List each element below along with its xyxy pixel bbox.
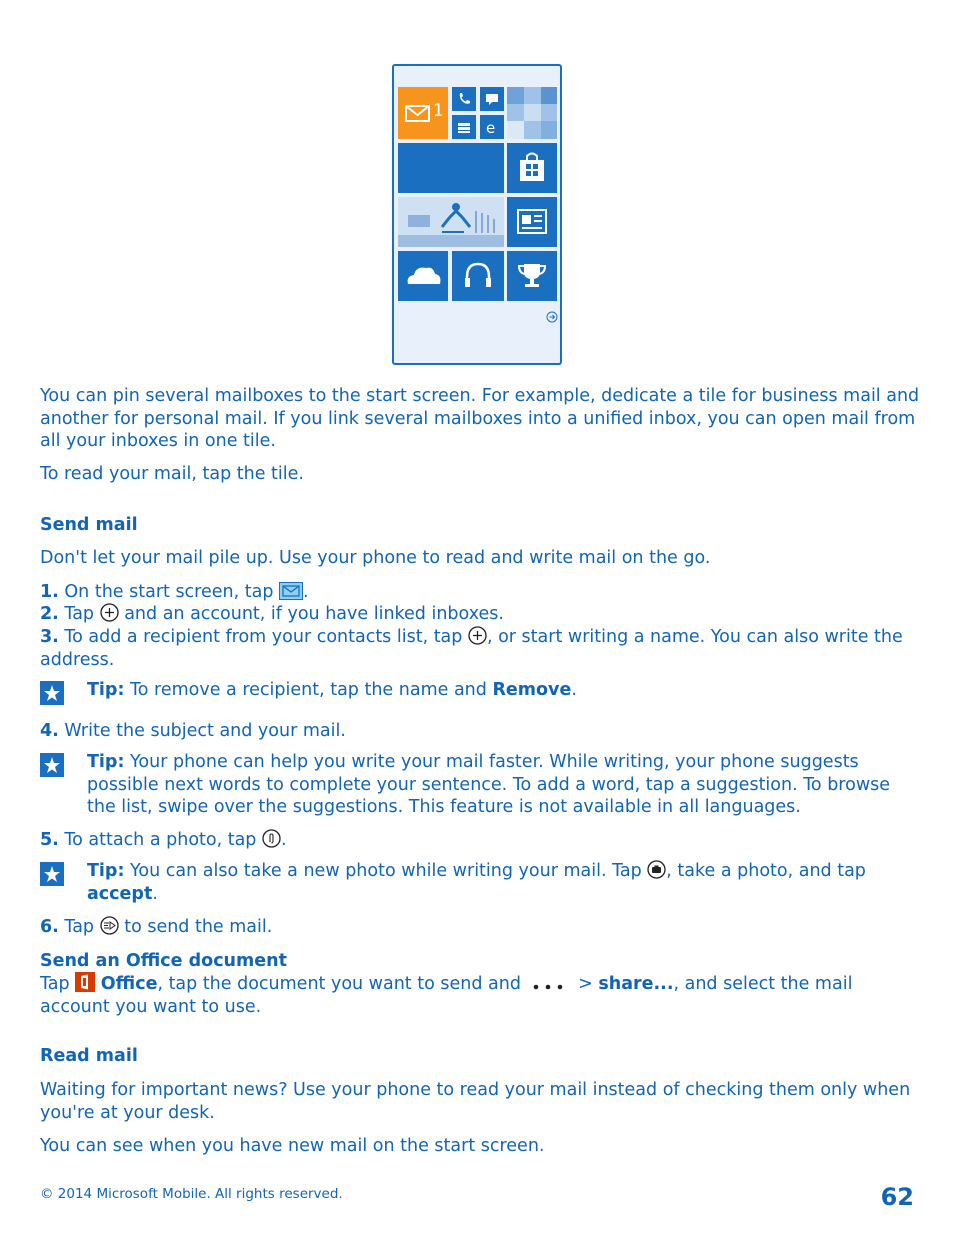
step-1 xyxy=(40,581,920,604)
office-arrow-text: > xyxy=(578,974,593,994)
step-number: 3. xyxy=(40,627,59,647)
internet-explorer-icon xyxy=(480,115,504,139)
tip-label: Tip: xyxy=(87,861,125,881)
phone-start-screen xyxy=(392,64,562,365)
section-heading-read-mail: Read mail xyxy=(40,1046,138,1066)
step-5 xyxy=(40,829,920,852)
tip-star-icon xyxy=(40,862,64,886)
add-circle-icon xyxy=(100,603,119,622)
tip-text-end: . xyxy=(152,883,158,904)
tip-word-suggestions xyxy=(87,751,917,819)
step-4 xyxy=(40,720,920,743)
intro-paragraph-2: To read your mail, tap the tile. xyxy=(40,464,304,484)
headphones-icon xyxy=(452,251,504,301)
tip-text-mid: , take a photo, and tap xyxy=(666,861,866,881)
more-dots-icon xyxy=(527,980,573,992)
add-circle-icon xyxy=(468,626,487,645)
newspaper-icon xyxy=(507,197,557,247)
step-text: Tap xyxy=(64,604,95,624)
step-text: To add a recipient from your contacts list, tap xyxy=(64,627,463,647)
people-tile[interactable] xyxy=(452,115,476,139)
tip-text-end: . xyxy=(571,680,577,700)
step-number: 5. xyxy=(40,830,59,850)
step-number: 1. xyxy=(40,582,59,602)
step-number: 6. xyxy=(40,917,59,937)
tip-label: Tip: xyxy=(87,680,125,700)
tip-take-photo xyxy=(87,860,917,905)
trophy-icon xyxy=(507,251,557,301)
intro-paragraph: You can pin several mailboxes to the start screen. For example, dedicate a tile for business mail and another for personal mail. If you link several mailboxes into a unified inbox, you can open mail from all your inboxes in one tile. xyxy=(40,386,920,451)
send-mail-intro: Don't let your mail pile up. Use your phone to read and write mail on the go. xyxy=(40,548,711,568)
camera-icon xyxy=(647,860,666,879)
office-text: Tap xyxy=(40,974,70,994)
photo-mosaic-icon xyxy=(507,87,557,139)
tip-label: Tip: xyxy=(87,752,125,772)
mail-icon xyxy=(279,582,303,600)
share-label: share... xyxy=(598,974,674,994)
tip-star-icon xyxy=(40,681,64,705)
step-text: On the start screen, tap xyxy=(64,582,274,602)
step-text: To attach a photo, tap xyxy=(64,830,257,850)
office-paragraph xyxy=(40,972,920,1018)
office-app-label: Office xyxy=(100,974,158,994)
tip-bold-text: Remove xyxy=(492,680,572,700)
app-list-arrow-icon[interactable] xyxy=(546,311,558,323)
send-icon xyxy=(100,916,119,935)
step-text-end: . xyxy=(281,830,287,850)
store-tile[interactable] xyxy=(507,143,557,193)
step-number: 2. xyxy=(40,604,59,624)
attach-paperclip-icon xyxy=(262,829,281,848)
people-icon xyxy=(452,115,476,139)
step-3 xyxy=(40,626,920,671)
step-2 xyxy=(40,603,920,626)
svg-text:e: e xyxy=(486,119,496,137)
step-6 xyxy=(40,916,920,939)
office-text-2: , tap the document you want to send and xyxy=(157,974,521,994)
step-text-end: to send the mail. xyxy=(124,917,273,937)
copyright-footer: © 2014 Microsoft Mobile. All rights reserved. xyxy=(40,1186,343,1202)
mail-tile[interactable] xyxy=(398,87,448,139)
tip-star-icon xyxy=(40,753,64,777)
section-heading-office: Send an Office document xyxy=(40,951,287,971)
skateboarder-image xyxy=(398,197,504,247)
tip-bold-text: accept xyxy=(87,883,153,904)
office-icon xyxy=(75,972,95,992)
browser-tile[interactable] xyxy=(480,115,504,139)
message-bubble-icon xyxy=(480,87,504,111)
skater-photo-tile[interactable] xyxy=(398,197,504,247)
step-text-end: and an account, if you have linked inboxes. xyxy=(124,604,504,624)
step-text: Tap xyxy=(64,917,95,937)
store-bag-icon xyxy=(507,143,557,193)
music-tile[interactable] xyxy=(452,251,504,301)
office-text-3: , and select the mail account you want to use. xyxy=(40,974,853,1017)
mail-count: 1 xyxy=(433,101,444,121)
tip-text: You can also take a new photo while writing your mail. Tap xyxy=(130,861,642,881)
read-mail-paragraph-2: You can see when you have new mail on the start screen. xyxy=(40,1136,545,1156)
messaging-tile[interactable] xyxy=(480,87,504,111)
games-tile[interactable] xyxy=(507,251,557,301)
step-number: 4. xyxy=(40,721,59,741)
step-text: Write the subject and your mail. xyxy=(64,721,346,741)
news-tile[interactable] xyxy=(507,197,557,247)
read-mail-paragraph: Waiting for important news? Use your phone to read your mail instead of checking them only when you're at your desk. xyxy=(40,1080,911,1123)
tip-text: To remove a recipient, tap the name and xyxy=(130,680,487,700)
tip-remove-recipient xyxy=(87,679,917,702)
cloud-icon xyxy=(398,251,448,301)
page-number: 62 xyxy=(880,1183,914,1211)
section-heading-send-mail: Send mail xyxy=(40,515,138,535)
step-text-end: . xyxy=(303,582,309,602)
tip-text: Your phone can help you write your mail faster. While writing, your phone suggests possible next words to complete your sentence. To add a word, tap a suggestion. To browse the list, swipe over the suggestions. This feature is not available in all languages. xyxy=(87,752,891,817)
onedrive-tile[interactable] xyxy=(398,251,448,301)
phone-tile[interactable] xyxy=(452,87,476,111)
photos-tile[interactable] xyxy=(507,87,557,139)
wide-tile[interactable] xyxy=(398,143,504,193)
phone-handset-icon xyxy=(452,87,476,111)
step-text-end: , or start writing a name. You can also write the address. xyxy=(40,627,903,670)
